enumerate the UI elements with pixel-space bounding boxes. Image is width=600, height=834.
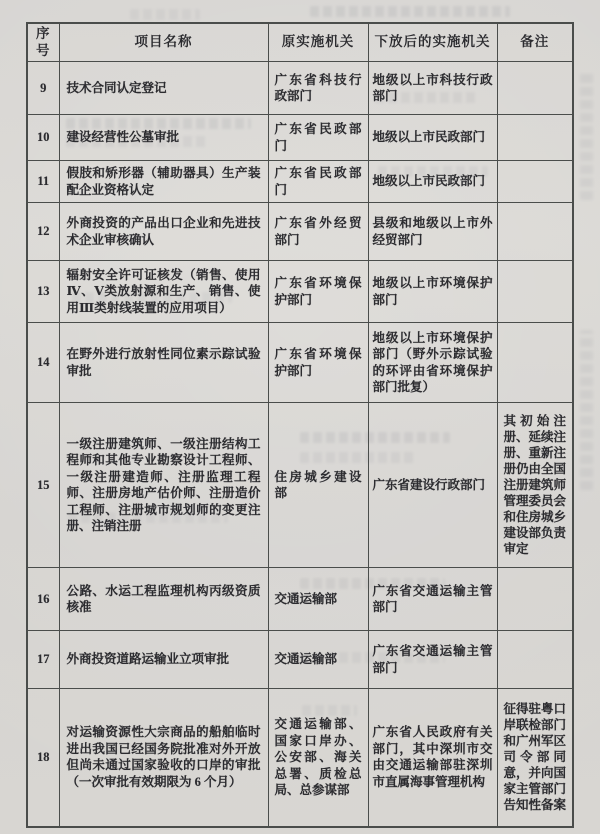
delegated-authority-cell: 广东省交通运输主管部门 [368,568,497,631]
table-row [27,631,573,689]
row-number-cell: 9 [27,62,59,115]
project-name-cell: 对运输资源性大宗商品的船舶临时进出我国已经国务院批准对外开放但尚未通过国家验收的口岸的审批（一次审批有效期限为 6 个月） [59,689,268,827]
row-number-cell: 16 [27,568,59,631]
delegated-authority-cell: 地级以上市民政部门 [368,161,497,203]
table-row [27,689,573,827]
row-number-cell: 15 [27,403,59,568]
delegated-items-table [26,22,574,828]
remark-cell [497,631,573,689]
table-row [27,203,573,261]
remark-cell [497,161,573,203]
delegated-authority-cell: 广东省人民政府有关部门，其中深圳市交由交通运输部驻深圳市直属海事管理机构 [368,689,497,827]
delegated-authority-cell: 地级以上市环境保护部门 [368,261,497,323]
table-row [27,115,573,161]
delegated-authority-cell: 地级以上市环境保护部门（野外示踪试验的环评由省环境保护部门批复） [368,323,497,403]
project-name-cell: 辐射安全许可证核发（销售、使用Ⅳ、Ⅴ类放射源和生产、销售、使用Ⅲ类射线装置的应用项目） [59,261,268,323]
original-authority-cell: 交通运输部、国家口岸办、公安部、海关总署、质检总局、总参谋部 [268,689,368,827]
project-name-cell: 假肢和矫形器（辅助器具）生产装配企业资格认定 [59,161,268,203]
row-number-cell: 12 [27,203,59,261]
column-header-delegated-authority: 下放后的实施机关 [368,23,497,62]
bleedthrough-smudge [580,330,593,490]
original-authority-cell: 广东省民政部门 [268,115,368,161]
remark-cell: 征得驻粤口岸联检部门和广州军区司令部同意，并向国家主管部门告知性备案 [497,689,573,827]
project-name-cell: 外商投资的产品出口企业和先进技术企业审核确认 [59,203,268,261]
remark-cell: 其初始注册、延续注册、重新注册仍由全国注册建筑师管理委员会和住房城乡建设部负责审定 [497,403,573,568]
delegated-authority-cell: 地级以上市科技行政部门 [368,62,497,115]
original-authority-cell: 广东省环境保护部门 [268,323,368,403]
remark-cell [497,261,573,323]
project-name-cell: 建设经营性公墓审批 [59,115,268,161]
row-number-cell: 10 [27,115,59,161]
table-header-row [27,23,573,62]
column-header-remark: 备注 [497,23,573,62]
project-name-cell: 在野外进行放射性同位素示踪试验审批 [59,323,268,403]
table-row [27,568,573,631]
column-header-project-name: 项目名称 [59,23,268,62]
original-authority-cell: 广东省科技行政部门 [268,62,368,115]
delegated-authority-cell: 县级和地级以上市外经贸部门 [368,203,497,261]
original-authority-cell: 交通运输部 [268,631,368,689]
table-row [27,403,573,568]
original-authority-cell: 广东省环境保护部门 [268,261,368,323]
project-name-cell: 公路、水运工程监理机构丙级资质核准 [59,568,268,631]
table-row [27,323,573,403]
remark-cell [497,203,573,261]
table-row [27,62,573,115]
remark-cell [497,323,573,403]
project-name-cell: 技术合同认定登记 [59,62,268,115]
delegated-authority-cell: 地级以上市民政部门 [368,115,497,161]
bleedthrough-smudge [580,70,593,200]
original-authority-cell: 广东省外经贸部门 [268,203,368,261]
original-authority-cell: 交通运输部 [268,568,368,631]
table-body [27,62,573,827]
remark-cell [497,568,573,631]
column-header-original-authority: 原实施机关 [268,23,368,62]
row-number-cell: 14 [27,323,59,403]
delegated-authority-cell: 广东省交通运输主管部门 [368,631,497,689]
original-authority-cell: 住房城乡建设部 [268,403,368,568]
remark-cell [497,62,573,115]
project-name-cell: 外商投资道路运输业立项审批 [59,631,268,689]
bleedthrough-smudge [310,6,510,17]
row-number-cell: 17 [27,631,59,689]
project-name-cell: 一级注册建筑师、一级注册结构工程师和其他专业勘察设计工程师、一级注册建造师、注册监理工程师、注册房地产估价师、注册造价工程师、注册城市规划师的变更注册、注销注册 [59,403,268,568]
row-number-cell: 13 [27,261,59,323]
row-number-cell: 11 [27,161,59,203]
delegated-authority-cell: 广东省建设行政部门 [368,403,497,568]
table-row [27,261,573,323]
row-number-cell: 18 [27,689,59,827]
bleedthrough-smudge [130,9,200,20]
original-authority-cell: 广东省民政部门 [268,161,368,203]
column-header-index: 序号 [27,23,59,62]
table-row [27,161,573,203]
remark-cell [497,115,573,161]
